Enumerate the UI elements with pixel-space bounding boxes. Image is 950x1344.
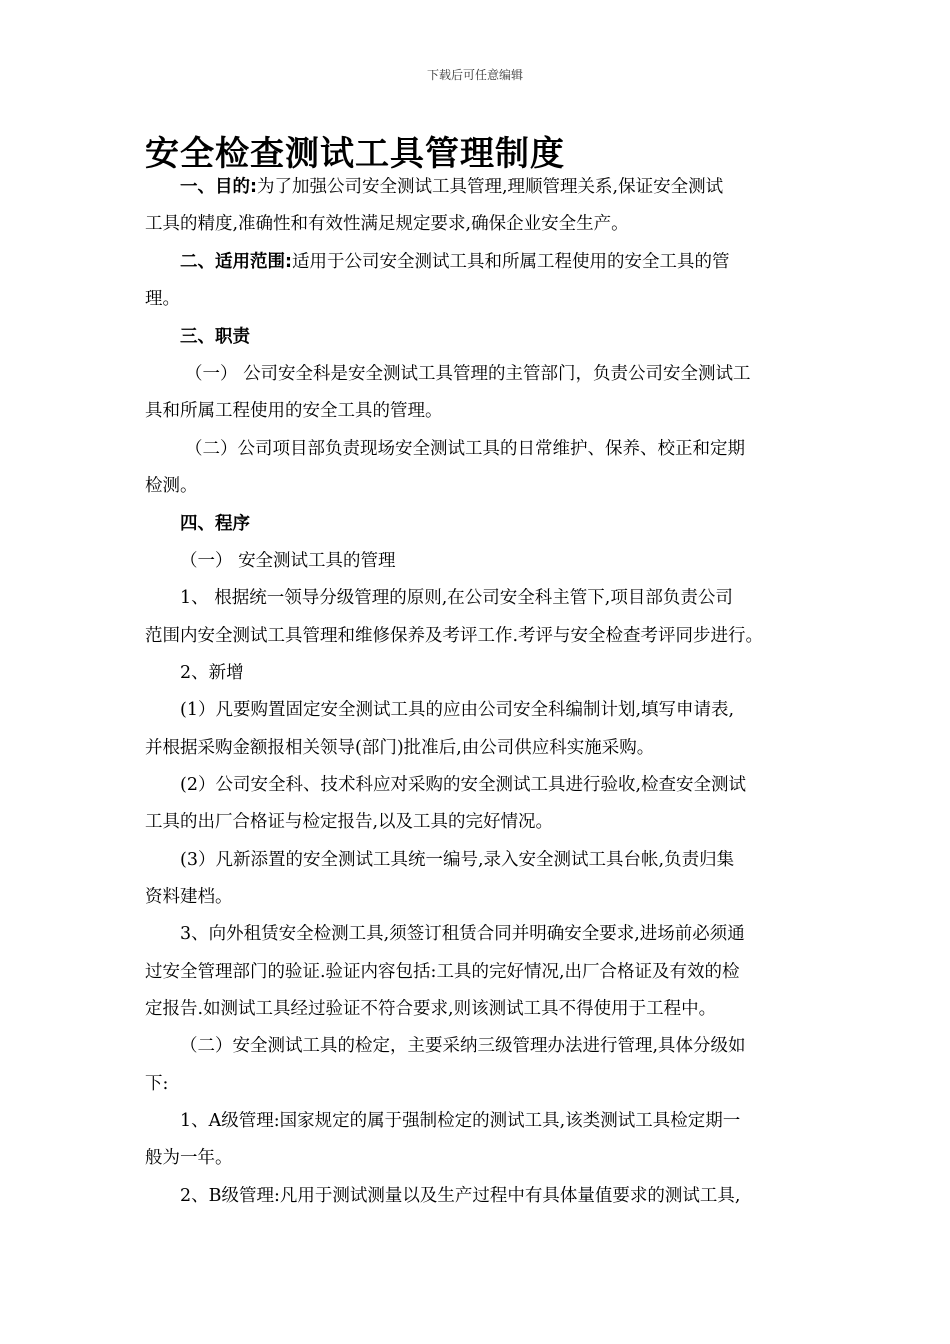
- procedure-item2c-line-2: 资料建档。: [145, 887, 233, 907]
- procedure-item2c-line-1: (3）凡新添置的安全测试工具统一编号,录入安全测试工具台帐,负责归集: [180, 850, 735, 870]
- level-b-line-1: 2、B级管理:凡用于测试测量以及生产过程中有具体量值要求的测试工具,: [180, 1186, 741, 1206]
- procedure-item2: 2、新增: [180, 663, 244, 683]
- section-scope-line-2: 理。: [145, 289, 180, 309]
- procedure-sub2-line-2: 下:: [145, 1074, 169, 1094]
- section-purpose-text: 为了加强公司安全测试工具管理,理顺管理关系,保证安全测试: [257, 177, 724, 197]
- procedure-item2b-line-2: 工具的出厂合格证与检定报告,以及工具的完好情况。: [145, 812, 554, 832]
- duties-p1-line-1: （一） 公司安全科是安全测试工具管理的主管部门，负责公司安全测试工: [185, 364, 751, 384]
- procedure-item1-line-1: 1、 根据统一领导分级管理的原则,在公司安全科主管下,项目部负责公司: [180, 588, 733, 608]
- section-procedure-heading: 四、程序: [180, 514, 250, 534]
- section-purpose-line-2: 工具的精度,准确性和有效性满足规定要求,确保企业安全生产。: [145, 214, 629, 234]
- header-note: 下载后可任意编辑: [426, 68, 523, 82]
- procedure-sub1: （一） 安全测试工具的管理: [180, 551, 396, 571]
- duties-p2-line-1: （二）公司项目部负责现场安全测试工具的日常维护、保养、校正和定期: [185, 439, 745, 459]
- duties-p1-line-2: 具和所属工程使用的安全工具的管理。: [145, 401, 443, 421]
- procedure-item3-line-1: 3、向外租赁安全检测工具,须签订租赁合同并明确安全要求,进场前必须通: [180, 924, 745, 944]
- section-purpose-heading: 一、目的:: [180, 177, 257, 197]
- procedure-sub2-line-1: （二）安全测试工具的检定，主要采纳三级管理办法进行管理,具体分级如: [180, 1036, 746, 1056]
- procedure-item2b-line-1: (2）公司安全科、技术科应对采购的安全测试工具进行验收,检查安全测试: [180, 775, 747, 795]
- section-duties-heading: 三、职责: [180, 327, 250, 347]
- procedure-item2a-line-2: 并根据采购金额报相关领导(部门)批准后,由公司供应科实施采购。: [145, 738, 655, 758]
- section-scope-text: 适用于公司安全测试工具和所属工程使用的安全工具的管: [292, 252, 730, 272]
- section-scope-heading: 二、适用范围:: [180, 252, 292, 272]
- section-scope-line-1: [180, 249, 825, 275]
- procedure-item1-line-2: 范围内安全测试工具管理和维修保养及考评工作.考评与安全检查考评同步进行。: [145, 626, 764, 646]
- duties-p2-line-2: 检测。: [145, 476, 198, 496]
- document-title: 安全检查测试工具管理制度: [145, 134, 565, 174]
- level-a-line-1: 1、A级管理:国家规定的属于强制检定的测试工具,该类测试工具检定期一: [180, 1111, 741, 1131]
- level-a-line-2: 般为一年。: [145, 1148, 233, 1168]
- procedure-item3-line-2: 过安全管理部门的验证.验证内容包括:工具的完好情况,出厂合格证及有效的检: [145, 962, 740, 982]
- section-purpose-line-1: [180, 174, 825, 200]
- procedure-item2a-line-1: (1）凡要购置固定安全测试工具的应由公司安全科编制计划,填写申请表,: [180, 700, 735, 720]
- procedure-item3-line-3: 定报告.如测试工具经过验证不符合要求,则该测试工具不得使用于工程中。: [145, 999, 717, 1019]
